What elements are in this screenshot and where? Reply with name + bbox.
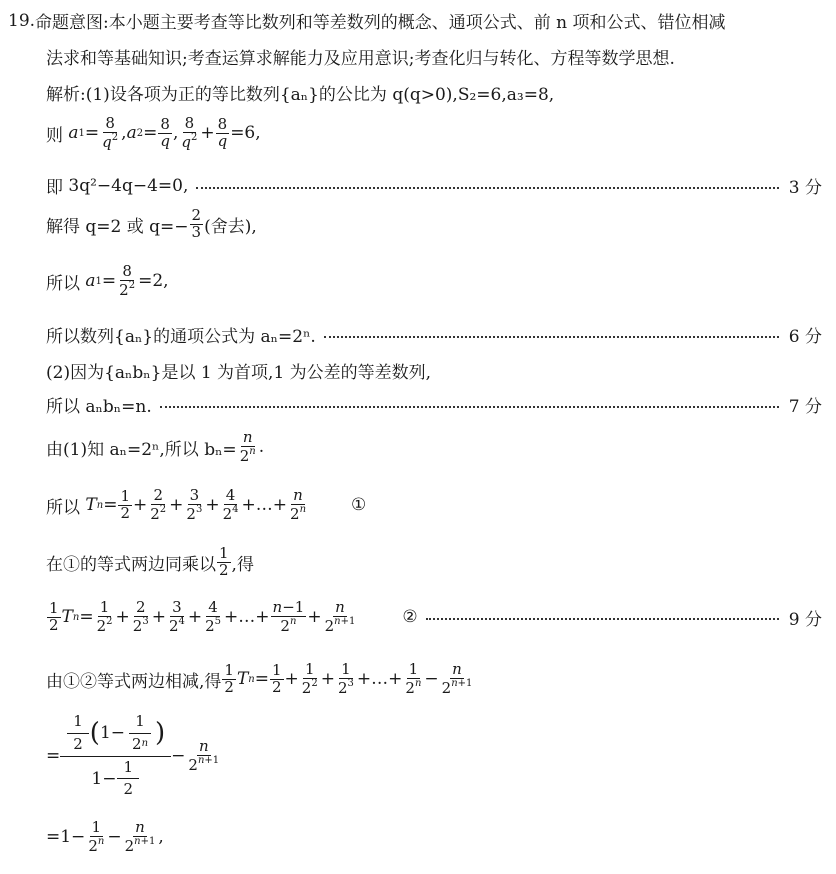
problem-number: 19. <box>8 10 36 31</box>
intent-line-1 <box>8 8 822 33</box>
analysis-label: 解析: <box>46 85 86 105</box>
intent-text-2: 法求和等基础知识;考查运算求解能力及应用意识;考查化归与转化、方程等数学思想. <box>46 49 675 69</box>
score-7: 7 分 <box>788 397 822 417</box>
intent-line-2 <box>46 44 822 69</box>
general-term-text: 所以数列{aₙ}的通项公式为 aₙ=2ⁿ. <box>46 327 316 347</box>
multiply-text-b: ,得 <box>231 554 254 575</box>
circle-1: ① <box>351 495 367 516</box>
geometric-sum-line: = $\frac{1}{2}$ ( 1− 1 2 n ) 1− $\frac{1}{2}$ − $\frac{n}{2^{n+1}}$ <box>46 712 220 799</box>
part1-intro: (1)设各项为正的等比数列{aₙ}的公比为 q(q>0),S₂=6,a₃=8, <box>85 85 555 105</box>
score-3: 3 分 <box>788 178 822 198</box>
quadratic-line <box>46 173 822 198</box>
general-term-line <box>46 322 822 347</box>
discard-text: (舍去), <box>204 216 257 237</box>
solve-text: 解得 q=2 或 q=− <box>46 216 189 237</box>
equation-a1-a2: 则 a 1 = $\frac{8}{q^2}$ , a 2 = $\frac{8}{q}$ , $\frac{8}{q^2}$ + $\frac{8}{q}$ =6, <box>46 114 261 151</box>
bn-line: 由(1)知 aₙ=2ⁿ,所以 bₙ= $\frac{n}{2^n}$ . <box>46 428 265 465</box>
result-tail: , <box>158 827 164 848</box>
from1-text: 由(1)知 aₙ=2ⁿ,所以 bₙ= <box>46 439 237 460</box>
multiply-line: 在①的等式两边同乘以 $\frac{1}{2}$ ,得 <box>46 544 254 579</box>
final-line: =1− $\frac{1}{2^n}$ − $\frac{n}{2^{n+1}}$ , <box>46 818 164 855</box>
Tn-line: 所以 T n = $\frac{1}{2}$ + $\frac{2}{2^2}$ + $\frac{3}{2^3}$ + $\frac{4}{2^4}$ +…+ $\frac{n}{2^n}$ ① <box>46 486 367 523</box>
leader-dots-2 <box>324 336 779 338</box>
ie-word: 即 <box>46 178 63 198</box>
half-Tn-line: $\frac{1}{2}$ T n = $\frac{1}{2^2}$ + $\frac{2}{2^3}$ + $\frac{3}{2^4}$ + $\frac{4}{2^5}$ +…+ $\frac{n-1}{2^n}$ + $\frac{n}{2^{n+1}}$ ② 9 分 <box>49 598 822 635</box>
leader-dots-3 <box>160 406 779 408</box>
intent-text-1: 命题意图:本小题主要考查等比数列和等差数列的概念、通项公式、前 n 项和公式、错位相减 <box>35 13 726 33</box>
analysis-line <box>46 80 822 105</box>
circle-2: ② <box>402 607 418 628</box>
Tn-label: 所以 <box>46 497 80 518</box>
score-9: 9 分 <box>788 609 822 630</box>
subtract-text: 由①②等式两边相减,得 <box>46 671 222 692</box>
subtract-line: 由①②等式两边相减,得 $\frac{1}{2}$ T n = $\frac{1}{2}$ + $\frac{1}{2^2}$ + $\frac{1}{2^3}$ +…+ $\frac{1}{2^n}$ − $\frac{n}{2^{n+1}}$ <box>46 660 473 697</box>
leader-dots-1 <box>196 187 778 189</box>
a1-value-line: 所以 a 1 = $\frac{8}{2^2}$ =2, <box>46 262 169 299</box>
part2-intro: (2)因为{aₙbₙ}是以 1 为首项,1 为公差的等差数列, <box>46 363 432 383</box>
part2-intro-line <box>46 358 822 383</box>
score-6: 6 分 <box>788 327 822 347</box>
multiply-text-a: 在①的等式两边同乘以 <box>46 554 216 575</box>
anbn-text: 所以 aₙbₙ=n. <box>46 397 152 417</box>
then-word: 则 <box>46 125 63 146</box>
so-word: 所以 <box>46 273 80 294</box>
solve-line: 解得 q=2 或 q=− $\frac{2}{3}$ (舍去), <box>46 206 257 241</box>
leader-dots-4 <box>426 618 779 620</box>
anbn-line <box>46 392 822 417</box>
quadratic-eq: 3q²−4q−4=0, <box>68 175 189 196</box>
